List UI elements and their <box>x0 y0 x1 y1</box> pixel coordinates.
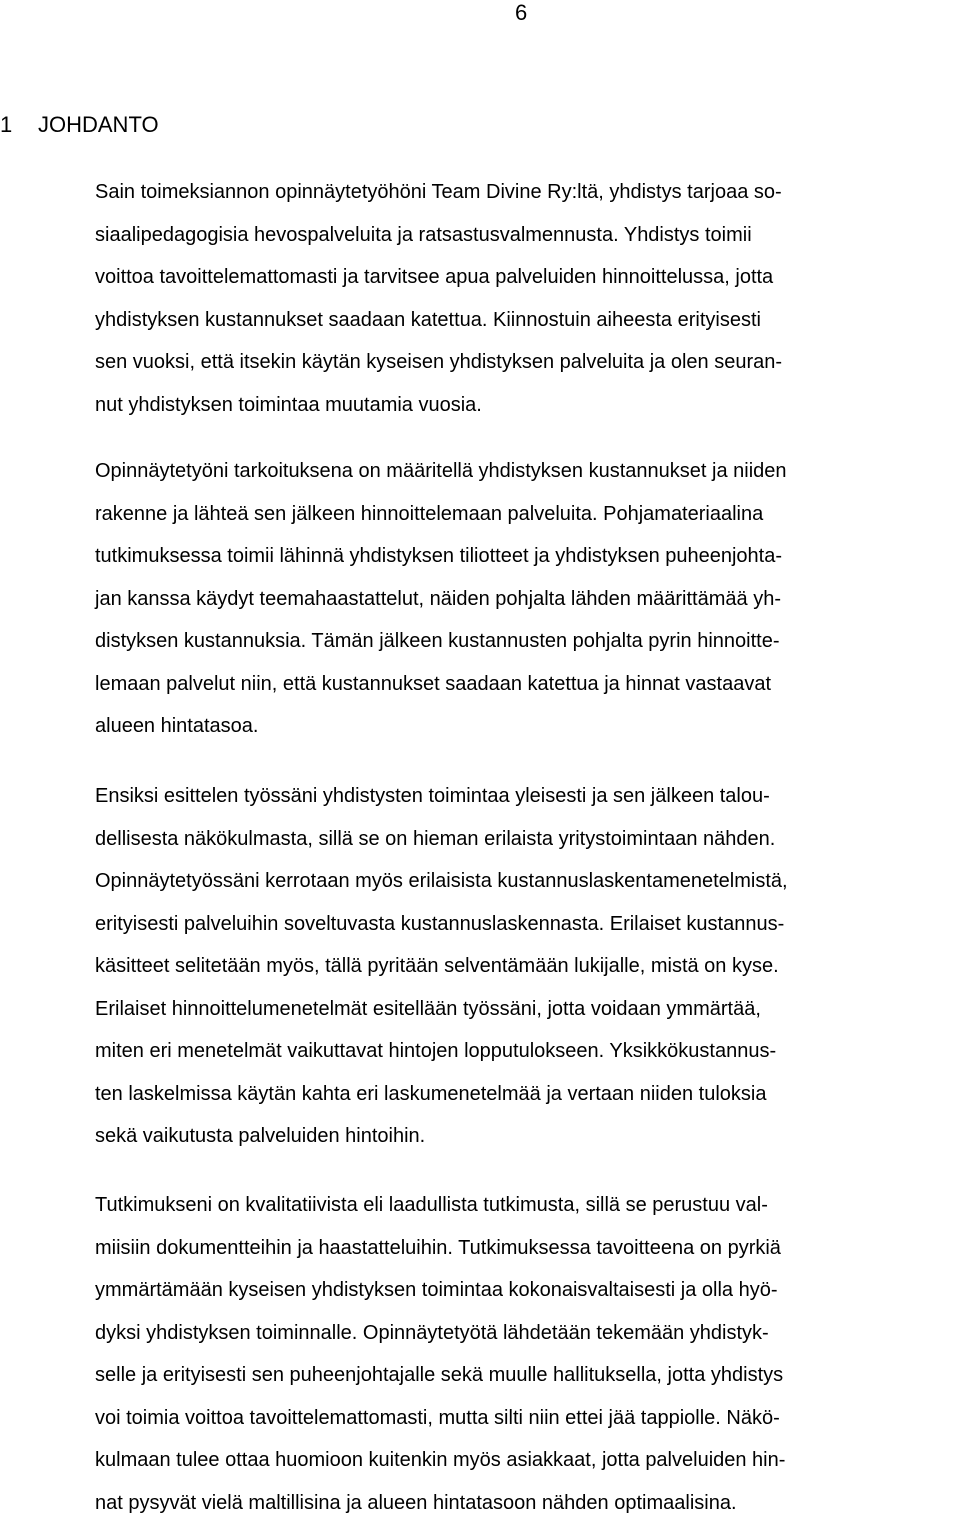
text-line: Opinnäytetyöni tarkoituksena on määritellä yhdistyksen kustannukset ja niiden <box>95 460 787 482</box>
text-line: Sain toimeksiannon opinnäytetyöhöni Team Divine Ry:ltä, yhdistys tarjoaa so- <box>95 181 782 203</box>
text-line: jan kanssa käydyt teemahaastattelut, näiden pohjalta lähden määrittämää yh- <box>95 587 781 610</box>
paragraph-1 <box>95 171 782 426</box>
text-line: selle ja erityisesti sen puheenjohtajalle sekä muulle hallituksella, jotta yhdistys <box>95 1364 784 1386</box>
text-line: distyksen kustannuksia. Tämän jälkeen kustannusten pohjalta pyrin hinnoitte- <box>95 630 780 652</box>
text-line: erityisesti palveluihin soveltuvasta kustannuslaskennasta. Erilaiset kustannus- <box>95 912 785 935</box>
text-line: rakenne ja lähteä sen jälkeen hinnoittelemaan palveluita. Pohjamateriaalina <box>95 502 764 525</box>
text-line: kulmaan tulee ottaa huomioon kuitenkin myös asiakkaat, jotta palveluiden hin- <box>95 1449 786 1471</box>
text-line: ymmärtämään kyseisen yhdistyksen toimintaa kokonaisvaltaisesti ja olla hyö- <box>95 1279 778 1301</box>
text-line: miten eri menetelmät vaikuttavat hintojen lopputulokseen. Yksikkökustannus- <box>95 1040 777 1062</box>
text-line: käsitteet selitetään myös, tällä pyritään selventämään lukijalle, mistä on kyse. <box>95 955 779 977</box>
text-line: dellisesta näkökulmasta, sillä se on hieman erilaista yritystoimintaan nähden. <box>95 827 776 850</box>
section-heading <box>0 111 159 139</box>
text-line: tutkimuksessa toimii lähinnä yhdistyksen tiliotteet ja yhdistyksen puheenjohta- <box>95 545 783 567</box>
paragraph-3 <box>95 775 788 1158</box>
text-line: Ensiksi esittelen työssäni yhdistysten toimintaa yleisesti ja sen jälkeen talou- <box>95 785 770 807</box>
text-line: dyksi yhdistyksen toiminnalle. Opinnäytetyötä lähdetään tekemään yhdistyk- <box>95 1321 769 1344</box>
text-line: nat pysyvät vielä maltillisina ja alueen hintatasoon nähden optimaalisina. <box>95 1491 737 1514</box>
section-title: JOHDANTO <box>38 112 159 137</box>
text-line: voi toimia voittoa tavoittelemattomasti, mutta silti niin ettei jää tappiolle. Näkö- <box>95 1406 780 1429</box>
text-line: voittoa tavoittelemattomasti ja tarvitsee apua palveluiden hinnoittelussa, jotta <box>95 266 774 288</box>
text-line: miisiin dokumentteihin ja haastatteluihin. Tutkimuksessa tavoitteena on pyrkiä <box>95 1236 781 1259</box>
paragraph-4 <box>95 1184 785 1524</box>
text-line: sekä vaikutusta palveluiden hintoihin. <box>95 1125 426 1147</box>
text-line: Erilaiset hinnoittelumenetelmät esitellään työssäni, jotta voidaan ymmärtää, <box>95 997 761 1020</box>
text-line: yhdistyksen kustannukset saadaan katettua. Kiinnostuin aiheesta erityisesti <box>95 308 761 331</box>
page-number: 6 <box>515 0 528 25</box>
text-line: ten laskelmissa käytän kahta eri laskumenetelmää ja vertaan niiden tuloksia <box>95 1082 767 1105</box>
text-line: siaalipedagogisia hevospalveluita ja ratsastusvalmennusta. Yhdistys toimii <box>95 223 752 246</box>
text-line: Opinnäytetyössäni kerrotaan myös erilaisista kustannuslaskentamenetelmistä, <box>95 870 788 892</box>
text-line: lemaan palvelut niin, että kustannukset saadaan katettua ja hinnat vastaavat <box>95 672 772 695</box>
text-line: sen vuoksi, että itsekin käytän kyseisen yhdistyksen palveluita ja olen seuran- <box>95 351 783 373</box>
text-line: Tutkimukseni on kvalitatiivista eli laadullista tutkimusta, sillä se perustuu val- <box>95 1194 768 1216</box>
paragraph-2 <box>95 450 787 748</box>
text-line: nut yhdistyksen toimintaa muutamia vuosia. <box>95 393 482 416</box>
text-line: alueen hintatasoa. <box>95 715 259 737</box>
section-number: 1 <box>0 112 13 137</box>
